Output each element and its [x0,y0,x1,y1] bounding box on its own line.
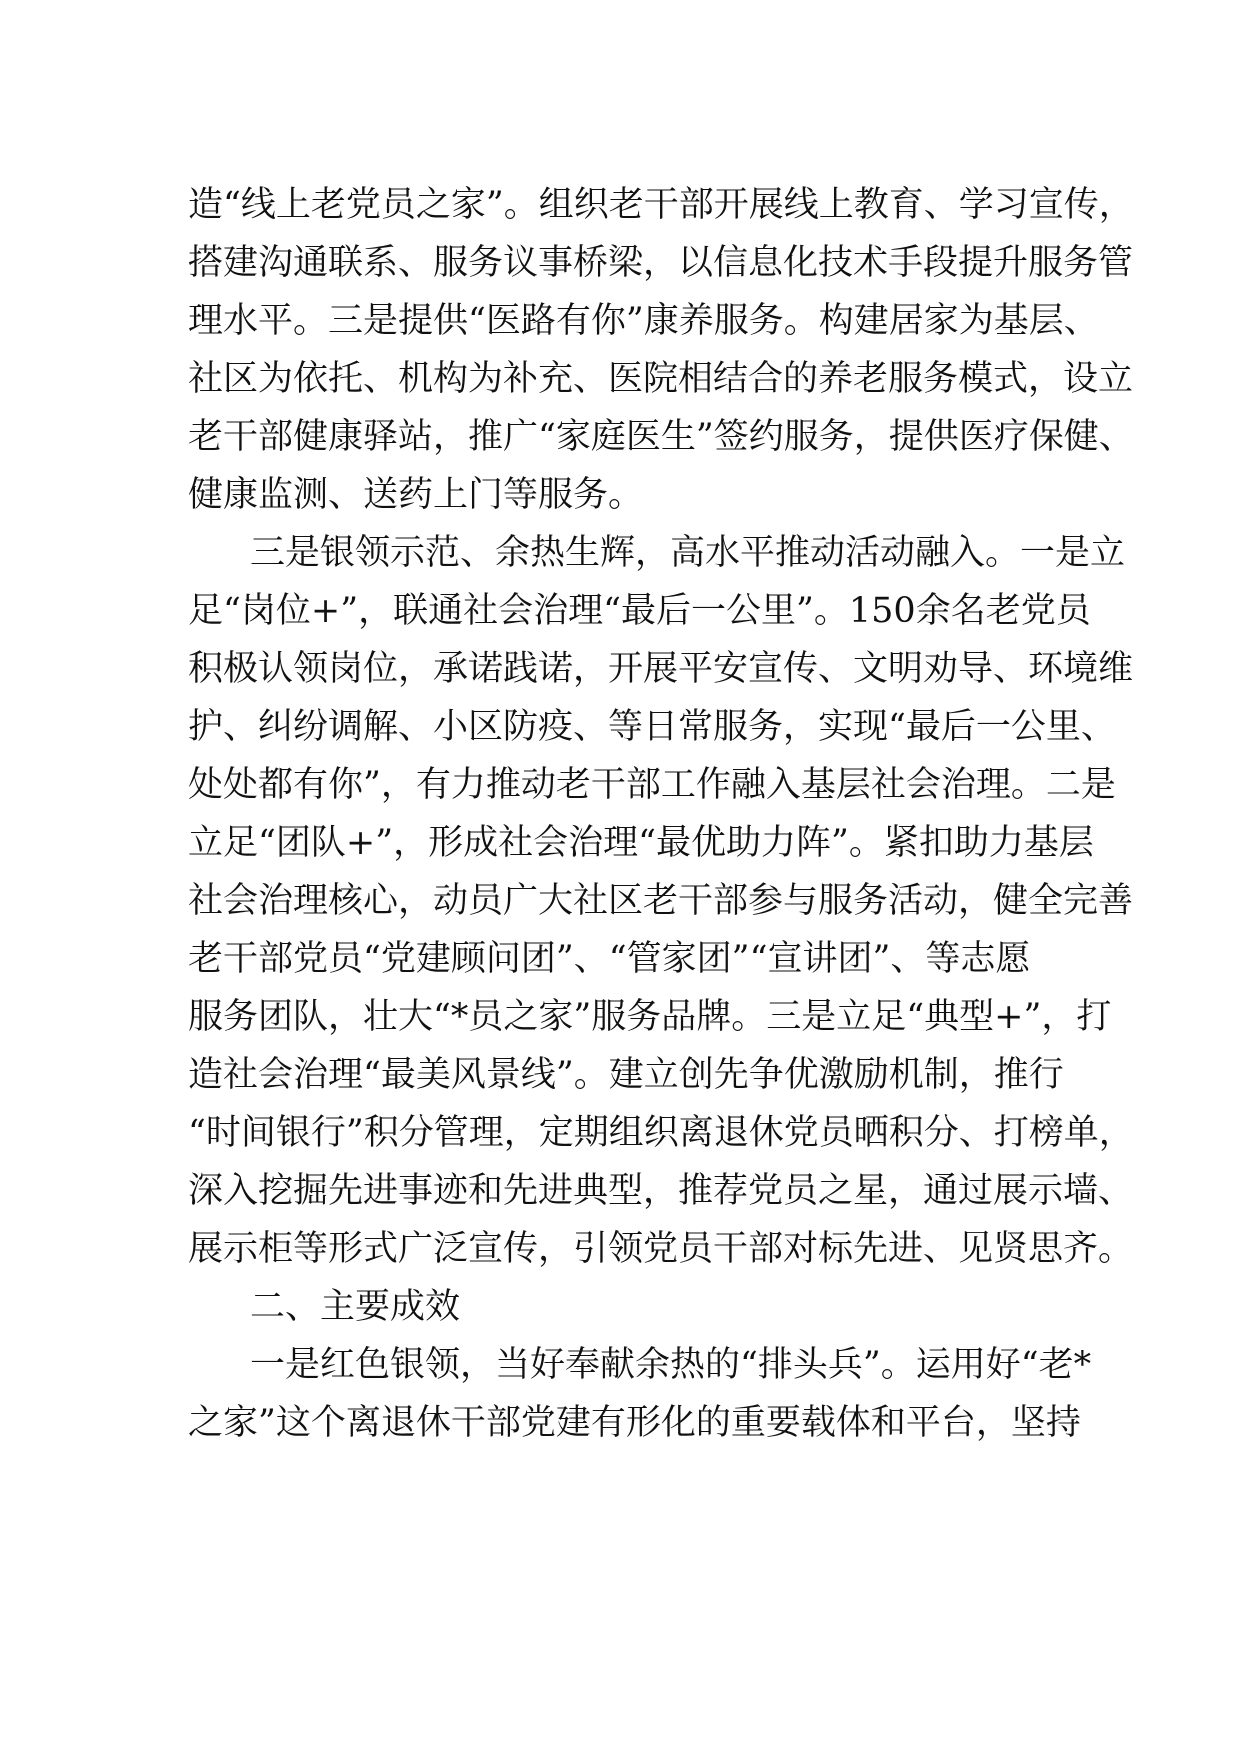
text-line: 老干部党员“党建顾问团”、“管家团”“宣讲团”、等志愿 [188,939,1031,979]
text-line: 老干部健康驿站，推广“家庭医生”签约服务，提供医疗保健、 [188,417,1134,457]
text-line: 处处都有你”，有力推动老干部工作融入基层社会治理。二是 [188,765,1116,805]
text-line: 造社会治理“最美风景线”。建立创先争优激励机制，推行 [188,1055,1064,1095]
section-heading: 二、主要成效 [250,1287,461,1327]
text-line: 深入挖掘先进事迹和先进典型，推荐党员之星，通过展示墙、 [188,1171,1134,1211]
paragraph-start-line: 三是银领示范、余热生辉，高水平推动活动融入。一是立 [250,533,1126,573]
text-line: 理水平。三是提供“医路有你”康养服务。构建居家为基层、 [188,301,1099,341]
text-line: “时间银行”积分管理，定期组织离退休党员晒积分、打榜单， [188,1113,1134,1153]
text-line: 立足“团队+”，形成社会治理“最优助力阵”。紧扣助力基层 [188,823,1094,863]
text-line: 搭建沟通联系、服务议事桥梁，以信息化技术手段提升服务管 [188,243,1134,283]
text-line: 健康监测、送药上门等服务。 [188,475,644,515]
text-line: 之家”这个离退休干部党建有形化的重要载体和平台，坚持 [188,1403,1081,1443]
text-line: 社区为依托、机构为补充、医院相结合的养老服务模式，设立 [188,359,1134,399]
text-line: 造“线上老党员之家”。组织老干部开展线上教育、学习宣传， [188,185,1134,225]
text-line: 展示柜等形式广泛宣传，引领党员干部对标先进、见贤思齐。 [188,1229,1134,1269]
paragraph-start-line: 一是红色银领，当好奉献余热的“排头兵”。运用好“老* [250,1345,1092,1385]
text-line: 社会治理核心，动员广大社区老干部参与服务活动，健全完善 [188,881,1134,921]
text-line: 足“岗位+”，联通社会治理“最后一公里”。150余名老党员 [188,591,1091,631]
text-line: 护、纠纷调解、小区防疫、等日常服务，实现“最后一公里、 [188,707,1116,747]
text-line: 服务团队，壮大“*员之家”服务品牌。三是立足“典型+”，打 [188,997,1112,1037]
text-line: 积极认领岗位，承诺践诺，开展平安宣传、文明劝导、环境维 [188,649,1134,689]
